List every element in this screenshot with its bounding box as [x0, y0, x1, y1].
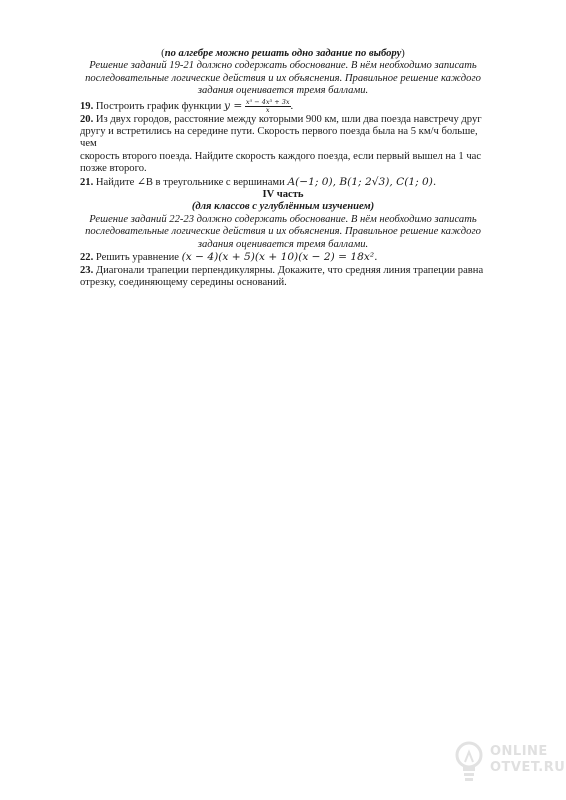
instruction-line: последовательные логические действия и их объяснения. Правильное решение каждого [85, 72, 481, 84]
task-23 [80, 265, 486, 290]
algebra-choice-note: (по алгебре можно решать одно задание по выбору) [161, 48, 405, 59]
task-number: 21. [80, 176, 94, 188]
part4-subheading: (для классов с углублённым изучением) [191, 201, 375, 213]
task-number: 22. [80, 252, 94, 264]
task-22 [80, 251, 486, 264]
instruction-line: Решение заданий 22-23 должно содержать обоснование. В нём необходимо записать [89, 213, 477, 225]
task-text-line: позже второго. [80, 163, 147, 175]
equation: (x − 4)(x + 5)(x + 10)(x − 2) = 18x². [181, 251, 378, 264]
instruction-line: последовательные логические действия и их объяснения. Правильное решение каждого [85, 226, 481, 238]
task-number: 23. [80, 264, 94, 276]
task-21 [80, 176, 486, 189]
task-20 [80, 114, 486, 176]
fraction-denominator: x [265, 105, 270, 114]
task-text-line: скорость второго поезда. Найдите скорость каждого поезда, если первый вышел на 1 час [80, 150, 482, 162]
instruction-line: задания оценивается тремя баллами. [197, 238, 369, 250]
part4-instructions [80, 214, 486, 251]
task-number: 19. [80, 100, 94, 112]
task-text-line: Диагонали трапеции перпендикулярны. Докажите, что средняя линия трапеции равна [95, 264, 484, 276]
instruction-line: Решение заданий 19-21 должно содержать обоснование. В нём необходимо записать [89, 60, 477, 72]
task-text: Найдите ∠B в треугольнике с вершинами [95, 176, 285, 188]
task-text-line: отрезку, соединяющему середины оснований. [80, 276, 287, 288]
fraction-numerator: x⁵ − 4x³ + 3x [245, 97, 290, 106]
document-page [80, 48, 486, 289]
lightbulb-icon [452, 740, 486, 786]
algebra-choice-note-text: по алгебре можно решать одно задание по выбору [164, 48, 402, 59]
part4-heading: IV часть [262, 189, 304, 201]
task-text-line: другу и встретились на середине пути. Скорость первого поезда была на 5 км/ч больше, чем [80, 126, 478, 150]
task-text: Построить график функции [95, 100, 222, 112]
task-19: 19. Построить график функции y = $\frac{\text{x⁵ − 4x³ + 3x}}{x}$ . [80, 97, 294, 114]
task-number: 20. [80, 113, 94, 125]
watermark-logo [452, 738, 566, 790]
task-text-line: Из двух городов, расстояние между которыми 900 км, шли два поезда навстречу друг [95, 113, 482, 125]
part3-instructions [80, 60, 486, 97]
function-fraction [245, 99, 291, 114]
watermark-text: ONLINE OTVET.RU [490, 744, 566, 775]
triangle-vertices: A(−1; 0), B(1; 2√3), C(1; 0). [287, 175, 437, 188]
task-text: Решить уравнение [95, 252, 180, 264]
function-lhs: y = [224, 99, 243, 112]
instruction-line: задания оценивается тремя баллами. [197, 85, 369, 97]
